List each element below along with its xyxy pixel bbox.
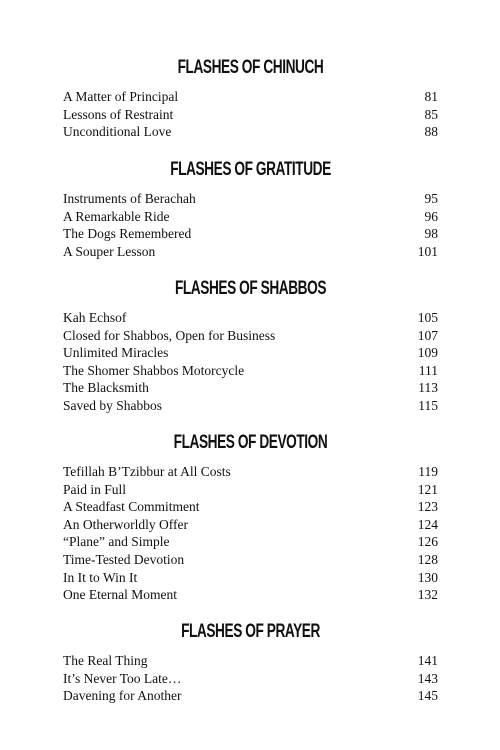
toc-entry[interactable]	[63, 344, 438, 362]
toc-entry[interactable]	[63, 551, 438, 569]
entry-title: Kah Echsof	[63, 310, 127, 325]
toc-entry[interactable]	[63, 309, 438, 327]
entry-page-number: 132	[417, 587, 438, 603]
toc-entry[interactable]	[63, 533, 438, 551]
entry-title: A Souper Lesson	[63, 243, 156, 259]
entry-title: A Steadfast Commitment	[63, 499, 200, 515]
entry-page-number: 88	[424, 124, 438, 140]
toc-entry[interactable]	[63, 687, 438, 705]
entry-title: A Remarkable Ride	[63, 208, 170, 224]
entry-title: One Eternal Moment	[63, 587, 177, 603]
toc-entry[interactable]	[63, 463, 438, 481]
entry-page-number: 145	[417, 688, 438, 704]
entry-title: Unlimited Miracles	[63, 345, 169, 361]
entry-page-number: 121	[417, 481, 438, 497]
toc-entry[interactable]	[63, 498, 438, 516]
entry-page-number: 96	[424, 208, 438, 224]
toc-entry[interactable]	[63, 670, 438, 688]
entry-title: The Shomer Shabbos Motorcycle	[63, 362, 245, 378]
entry-page-number: 105	[417, 310, 438, 325]
entry-page-number: 95	[424, 191, 438, 206]
entry-title: The Dogs Remembered	[63, 226, 192, 242]
entry-title: Davening for Another	[63, 688, 182, 704]
entry-title: Paid in Full	[63, 481, 127, 497]
entry-title: The Real Thing	[63, 653, 148, 668]
entry-title: A Matter of Principal	[63, 89, 179, 104]
toc-entry[interactable]	[63, 123, 438, 141]
entry-page-number: 126	[417, 534, 438, 550]
entry-title: Saved by Shabbos	[63, 397, 162, 413]
entry-page-number: 98	[424, 226, 438, 242]
entry-page-number: 119	[418, 464, 438, 479]
entry-title: Tefillah B’Tzibbur at All Costs	[63, 464, 231, 479]
entry-page-number: 123	[417, 499, 438, 515]
toc-section-devotion	[63, 432, 438, 604]
entry-page-number: 107	[417, 327, 438, 343]
toc-section-prayer	[63, 621, 438, 705]
toc-entry[interactable]	[63, 243, 438, 261]
toc-entry[interactable]	[63, 106, 438, 124]
toc-entry[interactable]	[63, 88, 438, 106]
entry-title: The Blacksmith	[63, 380, 149, 396]
toc-section-chinuch	[63, 57, 438, 141]
entry-page-number: 143	[417, 670, 438, 686]
toc-entry[interactable]	[63, 362, 438, 380]
section-heading: FLASHES OF CHINUCH	[177, 57, 324, 78]
section-heading: FLASHES OF GRATITUDE	[170, 159, 331, 180]
toc-entry[interactable]	[63, 652, 438, 670]
toc-entry[interactable]	[63, 569, 438, 587]
entry-page-number: 113	[418, 380, 438, 396]
entry-page-number: 115	[418, 397, 438, 413]
entry-page-number: 111	[418, 362, 438, 378]
entry-page-number: 141	[417, 653, 438, 668]
entry-page-number: 130	[417, 569, 438, 585]
entry-title: Instruments of Berachah	[63, 191, 196, 206]
toc-entry[interactable]	[63, 379, 438, 397]
entry-title: In It to Win It	[63, 569, 138, 585]
toc-entry[interactable]	[63, 327, 438, 345]
section-heading: FLASHES OF DEVOTION	[173, 432, 328, 453]
entry-title: Lessons of Restraint	[63, 106, 174, 122]
toc-entry[interactable]	[63, 208, 438, 226]
entry-title: An Otherworldly Offer	[63, 516, 188, 532]
entry-title: “Plane” and Simple	[63, 534, 170, 550]
entry-page-number: 81	[424, 89, 438, 104]
toc-entry[interactable]	[63, 397, 438, 415]
section-heading: FLASHES OF SHABBOS	[174, 278, 327, 299]
entry-title: Time-Tested Devotion	[63, 551, 185, 567]
entry-title: It’s Never Too Late…	[63, 670, 182, 686]
entry-page-number: 128	[417, 551, 438, 567]
toc-entry[interactable]	[63, 516, 438, 534]
toc-section-shabbos	[63, 278, 438, 415]
toc-entry[interactable]	[63, 225, 438, 243]
entry-page-number: 85	[424, 106, 438, 122]
section-heading: FLASHES OF PRAYER	[181, 621, 320, 642]
entry-page-number: 101	[417, 243, 438, 259]
toc-entry[interactable]	[63, 190, 438, 208]
entry-title: Unconditional Love	[63, 124, 172, 140]
entry-title: Closed for Shabbos, Open for Business	[63, 327, 276, 343]
entry-page-number: 124	[417, 516, 438, 532]
toc-section-gratitude	[63, 159, 438, 260]
toc-entry[interactable]	[63, 481, 438, 499]
toc-entry[interactable]	[63, 586, 438, 604]
entry-page-number: 109	[417, 345, 438, 361]
